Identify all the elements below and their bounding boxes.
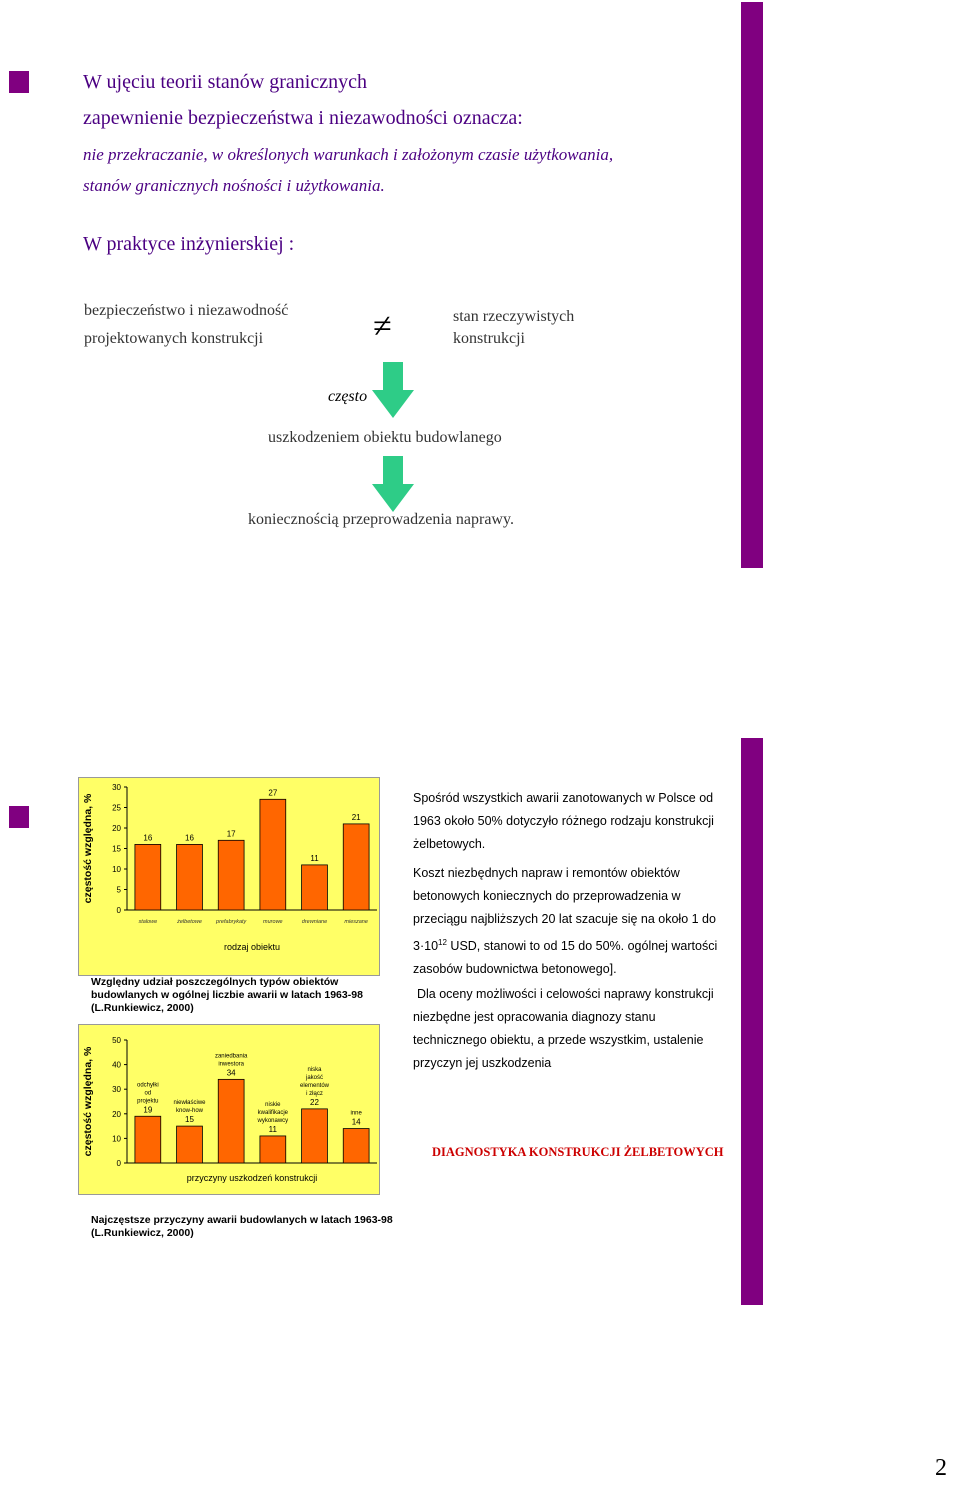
bar-value-label: 11 bbox=[310, 853, 319, 863]
bar-value-label: 21 bbox=[351, 812, 361, 822]
x-category-label: elementów bbox=[299, 1082, 330, 1089]
p3-line4: przyczyn jej uszkodzenia bbox=[413, 1056, 552, 1070]
x-category-label: inne bbox=[350, 1110, 362, 1117]
x-category-label: odchyłki bbox=[136, 1082, 159, 1089]
y-axis-label: częstość względna, % bbox=[82, 793, 94, 904]
y-tick-label: 40 bbox=[112, 1060, 121, 1070]
slide1-heading-line2: zapewnienie bezpieczeństwa i niezawodności oznacza: bbox=[83, 107, 523, 129]
p2-line5: zasobów budownictwa betonowego]. bbox=[413, 962, 617, 977]
x-axis-label: rodzaj obiektu bbox=[223, 942, 281, 952]
slide1-side-bar bbox=[741, 2, 763, 568]
slide2-side-bar bbox=[741, 738, 763, 1305]
y-tick-label: 30 bbox=[112, 1085, 121, 1095]
bar bbox=[218, 1079, 244, 1163]
y-tick-label: 10 bbox=[112, 865, 121, 874]
x-category-label: projektu bbox=[137, 1098, 159, 1105]
bar bbox=[260, 1136, 286, 1163]
x-category-label: prefabrykaty bbox=[216, 919, 247, 925]
often-label: często bbox=[328, 388, 368, 405]
y-tick-label: 15 bbox=[112, 844, 121, 854]
y-tick-label: 30 bbox=[112, 783, 121, 792]
down-arrow-icon bbox=[372, 362, 414, 418]
y-tick-label: 0 bbox=[116, 906, 121, 915]
y-tick-label: 20 bbox=[112, 824, 121, 833]
slide1-right-line1: stan rzeczywistych bbox=[453, 308, 575, 325]
bar-value-label: 19 bbox=[143, 1105, 153, 1115]
p2-line4: $3\cdot 10^{12}$ USD, stanowi to od 15 do 50%. ogólnej wartości bbox=[413, 938, 718, 954]
x-category-label: od bbox=[144, 1090, 152, 1097]
x-category-label: murowe bbox=[263, 919, 283, 925]
y-tick-label: 0 bbox=[116, 1159, 121, 1168]
x-category-label: kwalifikacje bbox=[257, 1109, 289, 1116]
x-category-label: jakość bbox=[305, 1074, 324, 1081]
diagnostics-title: DIAGNOSTYKA KONSTRUKCJI ŻELBETOWYCH bbox=[432, 1145, 724, 1159]
y-tick-label: 5 bbox=[116, 885, 121, 895]
slide2-paragraph2 bbox=[413, 862, 717, 981]
slide1-heading-line1: W ujęciu teorii stanów granicznych bbox=[83, 71, 367, 93]
chart1-caption-line1: Względny udział poszczególnych typów obiektów bbox=[91, 976, 339, 988]
x-category-label: niskie bbox=[265, 1101, 281, 1108]
slide2-bullet-square bbox=[9, 806, 29, 828]
y-tick-label: 10 bbox=[112, 1134, 121, 1144]
bar bbox=[302, 1109, 328, 1163]
bar bbox=[218, 840, 244, 910]
chart1-caption bbox=[91, 976, 363, 1015]
bar-value-label: 16 bbox=[185, 833, 194, 843]
p2-line3: przeciągu najbliższych 20 lat szacuje się na około 1 do bbox=[413, 912, 716, 926]
slide1-result1: uszkodzeniem obiektu budowlanego bbox=[268, 429, 502, 446]
p3-line3: technicznego obiektu, a przede wszystkim, ustalenie bbox=[413, 1033, 704, 1047]
p1-line3: żelbetowych. bbox=[413, 837, 486, 851]
chart2-panel bbox=[78, 1024, 380, 1195]
slide1-left-line2: projektowanych konstrukcji bbox=[84, 330, 264, 347]
x-axis-label: przyczyny uszkodzeń konstrukcji bbox=[186, 1173, 318, 1183]
slide2-paragraph1 bbox=[413, 787, 714, 856]
bar bbox=[343, 1129, 369, 1163]
chart1-panel bbox=[78, 777, 380, 976]
chart2-caption bbox=[91, 1214, 393, 1240]
x-category-label: inwestora bbox=[218, 1061, 245, 1068]
slide1-practice-heading: W praktyce inżynierskiej : bbox=[83, 233, 295, 255]
bar-value-label: 11 bbox=[268, 1124, 277, 1134]
chart2-caption-line1: Najczęstsze przyczyny awarii budowlanych w latach 1963-98 bbox=[91, 1214, 393, 1226]
chart2-caption-line2: (L.Runkiewicz, 2000) bbox=[91, 1227, 194, 1239]
chart1-plot bbox=[79, 778, 379, 975]
y-tick-label: 50 bbox=[112, 1036, 121, 1045]
slide2-paragraph3 bbox=[413, 983, 714, 1075]
bar-value-label: 14 bbox=[351, 1117, 361, 1127]
p1-line2: 1963 około 50% dotyczyło różnego rodzaju konstrukcji bbox=[413, 814, 714, 828]
bar bbox=[302, 865, 328, 910]
x-category-label: stalowe bbox=[138, 919, 158, 925]
page-number: 2 bbox=[935, 1455, 947, 1481]
p2-line1: Koszt niezbędnych napraw i remontów obiektów bbox=[413, 866, 680, 880]
bar-value-label: 17 bbox=[226, 829, 236, 839]
slide1-right-line2: konstrukcji bbox=[453, 330, 525, 347]
p3-line1: Dla oceny możliwości i celowości naprawy konstrukcji bbox=[417, 987, 714, 1001]
down-arrow-icon bbox=[372, 456, 414, 512]
bar-value-label: 16 bbox=[143, 833, 153, 843]
chart1-caption-line3: (L.Runkiewicz, 2000) bbox=[91, 1002, 194, 1014]
bar bbox=[135, 1116, 161, 1163]
chart2-plot bbox=[79, 1025, 379, 1194]
bar-value-label: 15 bbox=[185, 1115, 194, 1125]
y-tick-label: 25 bbox=[112, 803, 121, 813]
bar-value-label: 34 bbox=[226, 1068, 236, 1078]
bar bbox=[343, 824, 369, 910]
bar-value-label: 27 bbox=[268, 788, 278, 798]
x-category-label: niewłaściwe bbox=[173, 1100, 206, 1107]
slide1-italic-line2: stanów granicznych nośności i użytkowania. bbox=[83, 176, 385, 195]
bar-value-label: 22 bbox=[310, 1097, 319, 1107]
x-category-label: know-how bbox=[175, 1108, 204, 1115]
p3-line2: niezbędne jest opracowania diagnozy stanu bbox=[413, 1010, 656, 1024]
slide1-italic-line1: nie przekraczanie, w określonych warunkach i założonym czasie użytkowania, bbox=[83, 145, 614, 164]
x-category-label: mieszane bbox=[344, 919, 368, 925]
x-category-label: drewniane bbox=[301, 919, 328, 925]
p1-line1: Spośród wszystkich awarii zanotowanych w Polsce od bbox=[413, 791, 714, 805]
x-category-label: niska bbox=[307, 1066, 322, 1073]
y-axis-label: częstość względna, % bbox=[82, 1046, 94, 1157]
x-category-label: wykonawcy bbox=[257, 1117, 289, 1124]
x-category-label: żelbetowe bbox=[177, 919, 202, 925]
x-category-label: zaniedbania bbox=[214, 1053, 248, 1060]
slide1-left-line1: bezpieczeństwo i niezawodność bbox=[84, 302, 289, 319]
not-equal-symbol: ≠ bbox=[373, 308, 392, 345]
x-category-label: i złącz bbox=[306, 1090, 323, 1097]
bar bbox=[177, 1126, 203, 1163]
y-tick-label: 20 bbox=[112, 1109, 121, 1119]
bar bbox=[177, 844, 203, 910]
bar bbox=[260, 799, 286, 910]
p2-line2: betonowych koniecznych do przeprowadzenia w bbox=[413, 889, 681, 903]
slide1-bullet-square bbox=[9, 71, 29, 93]
slide1-result2: koniecznością przeprowadzenia naprawy. bbox=[248, 511, 514, 528]
chart1-caption-line2: budowlanych w ogólnej liczbie awarii w latach 1963-98 bbox=[91, 989, 363, 1001]
bar bbox=[135, 844, 161, 910]
